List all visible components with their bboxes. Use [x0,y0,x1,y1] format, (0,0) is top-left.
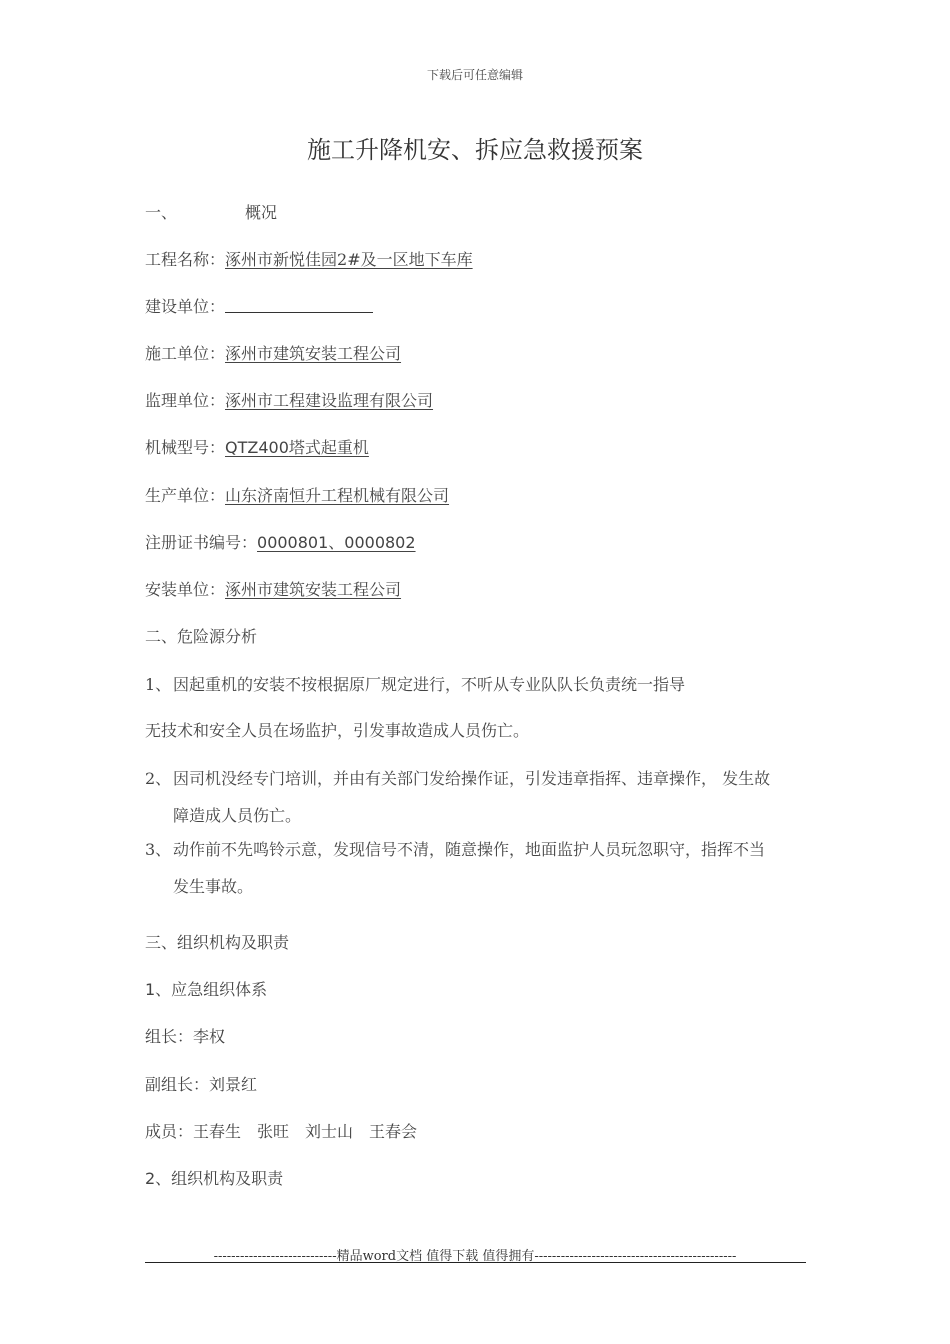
hazard-item-2 [145,766,770,789]
footer-rule [145,1262,806,1263]
model-code: QTZ400 [225,438,289,457]
section-1-title: 概况 [245,203,278,222]
footer-text: ----------------------------精品word文档 值得下载 值得拥有---------------------------------------------- [213,1249,737,1264]
hazard-item-1-continuation: 无技术和安全人员在场监护，引发事故造成人员伤亡。 [145,721,530,740]
cert-label: 注册证书编号： [145,533,258,552]
section-1-heading [145,200,277,223]
hazard-item-2-continuation: 障造成人员伤亡。 [173,806,302,825]
subsection-3-1: 1、应急组织体系 [145,980,268,999]
model-row [145,435,369,458]
section-3-heading: 三、组织机构及职责 [145,933,290,952]
section-1-number: 一、 [145,203,178,222]
project-name-label: 工程名称： [145,250,226,269]
hazard-item-2-text: 因司机没经专门培训，并由有关部门发给操作证，引发违章指挥、违章操作， 发生故 [173,769,771,788]
cert-value: 0000801、0000802 [257,533,416,552]
document-title: 施工升降机安、拆应急救援预案 [307,136,643,164]
model-desc: 塔式起重机 [288,438,369,457]
builder-row [145,294,373,317]
cert-row [145,530,416,553]
section-2-heading: 二、危险源分析 [145,627,258,646]
hazard-item-3-text: 动作前不先鸣铃示意，发现信号不清，随意操作，地面监护人员玩忽职守，指挥不当 [173,840,766,859]
maker-row [145,483,449,506]
hazard-item-3-continuation: 发生事故。 [173,877,254,896]
contractor-value: 涿州市建筑安装工程公司 [225,344,402,363]
supervisor-value: 涿州市工程建设监理有限公司 [225,391,434,410]
team-deputy: 副组长：刘景红 [145,1075,258,1094]
hazard-item-3 [145,837,765,860]
contractor-label: 施工单位： [145,344,226,363]
team-leader: 组长：李权 [145,1027,226,1046]
hazard-item-1-text: 因起重机的安装不按根据原厂规定进行，不听从专业队队长负责统一指导 [173,675,686,694]
maker-value: 山东济南恒升工程机械有限公司 [225,486,450,505]
hazard-item-2-number: 2、 [145,769,172,788]
supervisor-label: 监理单位： [145,391,226,410]
project-name-value: 涿州市新悦佳园2#及一区地下车库 [225,250,473,269]
hazard-item-3-number: 3、 [145,840,172,859]
team-members: 成员：王春生 张旺 刘士山 王春会 [145,1122,418,1141]
installer-value: 涿州市建筑安装工程公司 [225,580,402,599]
hazard-item-1 [145,672,685,695]
header-note: 下载后可任意编辑 [426,68,523,82]
supervisor-row [145,388,433,411]
model-label: 机械型号： [145,438,226,457]
maker-label: 生产单位： [145,486,226,505]
project-name-row [145,247,473,270]
installer-row [145,577,401,600]
builder-label: 建设单位： [145,297,226,316]
builder-blank-line [225,298,373,313]
hazard-item-1-number: 1、 [145,675,172,694]
contractor-row [145,341,401,364]
installer-label: 安装单位： [145,580,226,599]
subsection-3-2: 2、组织机构及职责 [145,1169,284,1188]
